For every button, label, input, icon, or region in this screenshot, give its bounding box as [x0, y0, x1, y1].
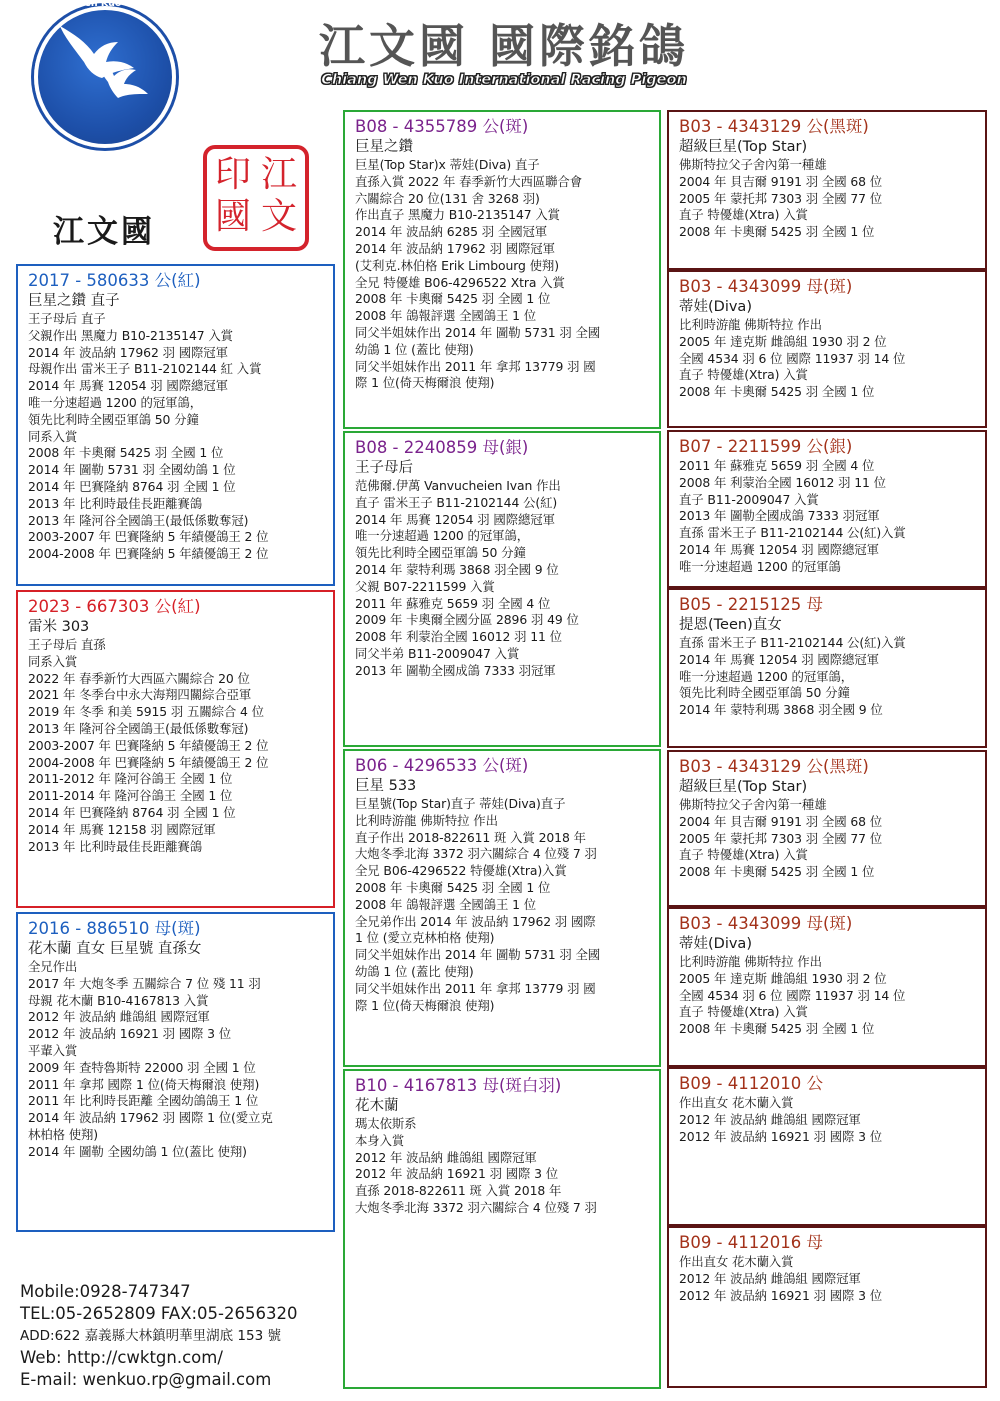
pedigree-line: 直孫入賞 2022 年 春季新竹大西區聯合會	[355, 173, 583, 189]
box-lines	[679, 635, 977, 719]
pedigree-line: 2011 年 蘇雅克 5659 羽 全國 4 位	[679, 458, 875, 473]
pedigree-line: 作出直子 黑魔力 B10-2135147 入賞	[355, 207, 560, 223]
pedigree-line: 2011-2014 年 隆河谷鴿王 全國 1 位	[28, 788, 233, 804]
pedigree-line: 同父半姐妹作出 2014 年 圖勒 5731 羽 全國	[355, 947, 601, 963]
pedigree-line: 2014 年 巴賽隆納 8764 羽 全國 1 位	[28, 804, 236, 820]
box-lines	[679, 317, 977, 401]
pedigree-line: 領先比利時全國亞軍鴿 50 分鐘	[679, 685, 850, 701]
brand-name: 江文國	[53, 214, 155, 250]
box-header: B03 - 4343129 公(黑斑)	[679, 117, 869, 136]
box-header: 2017 - 580633 公(紅)	[28, 271, 201, 290]
pedigree-line: 大炮冬季北海 3372 羽六關綜合 4 位殘 7 羽	[355, 1199, 597, 1215]
contact-tel-fax: TEL:05-2652809 FAX:05-2656320	[20, 1304, 298, 1323]
seal-char: 印	[215, 154, 252, 195]
pedigree-line: 作出直女 花木蘭入賞	[679, 1254, 794, 1269]
pedigree-line: 直子 雷米王子 B11-2102144 公(紅)	[355, 494, 558, 510]
contact-address: ADD:622 嘉義縣大林鎮明華里湖底 153 號	[20, 1328, 281, 1344]
pedigree-line: 直子 特優雄(Xtra) 入賞	[679, 367, 808, 383]
pedigree-line: 2013 年 圖勒全國成鴿 7333 羽冠軍	[355, 662, 556, 678]
pedigree-line: 佛斯特拉父子舍內第一種雄	[679, 157, 827, 172]
box-subtitle: 巨星之鑽	[355, 139, 413, 155]
pedigree-line: 同父半姐妹作出 2011 年 拿邦 13779 羽 國	[355, 358, 596, 374]
contact-mobile: Mobile:0928-747347	[20, 1282, 191, 1301]
pedigree-line: 全兄作出	[28, 959, 78, 974]
pedigree-line: 2008 年 卡奧爾 5425 羽 全國 1 位	[679, 384, 875, 400]
box-lines	[355, 478, 651, 680]
pedigree-line: 領先比利時全國亞軍鴿 50 分鐘	[28, 411, 199, 427]
pedigree-line: 2008 年 卡奧爾 5425 羽 全國 1 位	[355, 291, 551, 307]
pedigree-line: 母親作出 雷米王子 B11-2102144 紅 入賞	[28, 361, 262, 377]
pedigree-line: 1 位 (愛立克林柏格 使翔)	[355, 930, 495, 946]
pedigree-line: 2004-2008 年 巴賽隆納 5 年績優鴿王 2 位	[28, 754, 269, 770]
pedigree-line: 2013 年 隆河谷全國鴿王(最低係數奪冠)	[28, 720, 249, 736]
pedigree-line: 全兄 特優雄 B06-4296522 Xtra 入賞	[355, 274, 565, 290]
pedigree-line: 2011 年 蘇雅克 5659 羽 全國 4 位	[355, 595, 551, 611]
pedigree-line: 直孫 2018-822611 斑 入賞 2018 年	[355, 1183, 562, 1199]
pedigree-line: 全國 4534 羽 6 位 國際 11937 羽 14 位	[679, 987, 906, 1003]
box-lines	[679, 1095, 977, 1145]
box-header: B10 - 4167813 母(斑白羽)	[355, 1076, 562, 1095]
box-header: B06 - 4296533 公(斑)	[355, 756, 529, 775]
pedigree-line: 比利時游龍 佛斯特拉 作出	[679, 954, 822, 969]
pedigree-box-right-6	[667, 907, 987, 1067]
box-header: B08 - 4355789 公(斑)	[355, 117, 529, 136]
pedigree-box-left-3	[16, 912, 335, 1232]
pedigree-line: 作出直女 花木蘭入賞	[679, 1095, 794, 1110]
pedigree-line: 2008 年 鴿報評選 全國鴿王 1 位	[355, 896, 537, 912]
pedigree-line: 2022 年 春季新竹大西區六關綜合 20 位	[28, 670, 250, 686]
pedigree-line: 2008 年 卡奧爾 5425 羽 全國 1 位	[355, 879, 551, 895]
pedigree-box-right-8	[667, 1226, 987, 1388]
pedigree-line: 同系入賞	[28, 428, 78, 444]
box-header: 2016 - 886510 母(斑)	[28, 919, 201, 938]
pedigree-line: 唯一分速超過 1200 的冠軍鴿，	[355, 528, 530, 544]
pedigree-line: 直子作出 2018-822611 斑 入賞 2018 年	[355, 829, 586, 845]
pedigree-line: 2004 年 貝吉爾 9191 羽 全國 68 位	[679, 813, 883, 829]
page-title: 江文國 國際銘鴿	[318, 19, 689, 73]
box-lines	[28, 637, 325, 855]
pedigree-line: 2013 年 圖勒全國成鴿 7333 羽冠軍	[679, 508, 880, 524]
box-subtitle: 王子母后	[355, 460, 413, 476]
pedigree-line: 2004 年 貝吉爾 9191 羽 全國 68 位	[679, 173, 883, 189]
pedigree-line: 2014 年 馬賽 12054 羽 國際總冠軍	[679, 541, 879, 557]
pedigree-line: 2008 年 鴿報評選 全國鴿王 1 位	[355, 308, 537, 324]
pedigree-line: 2005 年 蒙托邦 7303 羽 全國 77 位	[679, 830, 883, 846]
pedigree-line: 母親 花木蘭 B10-4167813 入賞	[28, 992, 209, 1008]
box-header: B05 - 2215125 母	[679, 595, 823, 614]
pedigree-line: 同父半姐妹作出 2014 年 圖勒 5731 羽 全國	[355, 324, 601, 340]
page-subtitle: Chiang Wen Kuo International Racing Pigeon	[321, 72, 687, 88]
pedigree-line: 2009 年 卡奧爾全國分區 2896 羽 49 位	[355, 612, 579, 628]
pedigree-line: 唯一分速超過 1200 的冠軍鴿	[679, 558, 841, 574]
box-lines	[28, 959, 325, 1161]
box-lines	[679, 157, 977, 241]
pedigree-line: 2012 年 波品納 16921 羽 國際 3 位	[679, 1128, 883, 1144]
pedigree-line: 2008 年 利蒙治全國 16012 羽 11 位	[355, 629, 562, 645]
box-lines	[355, 796, 651, 1014]
pedigree-line: 2008 年 利蒙治全國 16012 羽 11 位	[679, 474, 886, 490]
box-header: B07 - 2211599 公(銀)	[679, 437, 853, 456]
box-lines	[679, 954, 977, 1038]
pedigree-line: 范佛爾.伊萬 Vanvucheien Ivan 作出	[355, 478, 561, 493]
box-subtitle: 提恩(Teen)直女	[679, 617, 782, 633]
pedigree-line: 2014 年 蒙特利瑪 3868 羽全國 9 位	[679, 702, 883, 718]
pedigree-line: 王子母后 直子	[28, 311, 106, 326]
pedigree-line: 直子 B11-2009047 入賞	[679, 491, 819, 507]
pedigree-line: 2005 年 達克斯 雌鴿組 1930 羽 2 位	[679, 333, 887, 349]
pedigree-line: 2011 年 比利時長距離 全國幼鴿鴿王 1 位	[28, 1093, 259, 1109]
dove-icon	[34, 0, 275, 148]
logo	[34, 0, 275, 148]
pedigree-line: 本身入賞	[355, 1132, 405, 1148]
pedigree-box-right-1	[667, 110, 987, 270]
pedigree-line: 2014 年 馬賽 12054 羽 國際總冠軍	[355, 511, 555, 527]
pedigree-line: 2008 年 卡奧爾 5425 羽 全國 1 位	[28, 445, 224, 461]
pedigree-line: 唯一分速超過 1200 的冠軍鴿，	[28, 394, 203, 410]
pedigree-line: 直子 特優雄(Xtra) 入賞	[679, 207, 808, 223]
pedigree-line: 2012 年 波品納 雌鴿組 國際冠軍	[28, 1009, 210, 1025]
pedigree-line: 王子母后 直孫	[28, 637, 106, 652]
pedigree-box-middle-2	[343, 431, 661, 747]
box-header: 2023 - 667303 公(紅)	[28, 597, 201, 616]
pedigree-box-right-3	[667, 430, 987, 588]
pedigree-line: 2012 年 波品納 16921 羽 國際 3 位	[679, 1287, 883, 1303]
box-subtitle: 超級巨星(Top Star)	[679, 779, 808, 795]
pedigree-line: 六關綜合 20 位(131 舍 3268 羽)	[355, 190, 540, 206]
pedigree-line: 大炮冬季北海 3372 羽六關綜合 4 位殘 7 羽	[355, 846, 597, 862]
box-subtitle: 雷米 303	[28, 619, 90, 635]
pedigree-line: 比利時游龍 佛斯特拉 作出	[355, 812, 498, 828]
pedigree-line: (艾利克.林伯格 Erik Limbourg 使翔)	[355, 257, 559, 273]
pedigree-line: 巨星(Top Star)x 蒂娃(Diva) 直子	[355, 157, 540, 172]
pedigree-line: 2014 年 馬賽 12054 羽 國際總冠軍	[679, 651, 879, 667]
pedigree-line: 際 1 位(倚天梅爾浪 使翔)	[355, 997, 495, 1013]
pedigree-line: 2008 年 卡奧爾 5425 羽 全國 1 位	[679, 864, 875, 880]
pedigree-line: 領先比利時全國亞軍鴿 50 分鐘	[355, 545, 526, 561]
pedigree-box-right-7	[667, 1067, 987, 1226]
pedigree-line: 2019 年 冬季 和美 5915 羽 五關綜合 4 位	[28, 704, 264, 720]
box-lines	[28, 311, 325, 563]
pedigree-line: 直子 特優雄(Xtra) 入賞	[679, 1004, 808, 1020]
contact-email-link[interactable]: E-mail: wenkuo.rp@gmail.com	[20, 1370, 272, 1389]
pedigree-line: 平輩入賞	[28, 1042, 78, 1058]
box-header: B09 - 4112010 公	[679, 1074, 823, 1093]
pedigree-line: 2003-2007 年 巴賽隆納 5 年績優鴿王 2 位	[28, 529, 269, 545]
box-header: B09 - 4112016 母	[679, 1233, 823, 1252]
pedigree-line: 2004-2008 年 巴賽隆納 5 年績優鴿王 2 位	[28, 546, 269, 562]
pedigree-line: 2013 年 隆河谷全國鴿王(最低係數奪冠)	[28, 512, 249, 528]
pedigree-line: 2017 年 大炮冬季 五關綜合 7 位 殘 11 羽	[28, 975, 261, 991]
pedigree-line: 唯一分速超過 1200 的冠軍鴿，	[679, 668, 854, 684]
pedigree-line: 2021 年 冬季台中永大海翔四關綜合亞軍	[28, 687, 252, 703]
box-subtitle: 花木蘭	[355, 1098, 399, 1114]
box-subtitle: 花木蘭 直女 巨星號 直孫女	[28, 941, 202, 957]
pedigree-line: 林柏格 使翔)	[28, 1126, 99, 1142]
box-lines	[355, 157, 651, 392]
pedigree-line: 2011 年 拿邦 國際 1 位(倚天梅爾浪 使翔)	[28, 1076, 260, 1092]
pedigree-line: 佛斯特拉父子舍內第一種雄	[679, 797, 827, 812]
pedigree-line: 2013 年 比利時最佳長距離賽鴿	[28, 495, 203, 511]
box-subtitle: 巨星之鑽 直子	[28, 293, 120, 309]
box-subtitle: 蒂娃(Diva)	[679, 936, 752, 952]
box-lines	[679, 1254, 977, 1304]
seal-stamp	[203, 145, 309, 251]
pedigree-line: 比利時游龍 佛斯特拉 作出	[679, 317, 822, 332]
pedigree-line: 全兄弟作出 2014 年 波品納 17962 羽 國際	[355, 913, 596, 929]
pedigree-line: 2008 年 卡奧爾 5425 羽 全國 1 位	[679, 224, 875, 240]
pedigree-line: 2012 年 波品納 16921 羽 國際 3 位	[28, 1026, 232, 1042]
pedigree-box-middle-4	[343, 1069, 661, 1389]
box-header: B03 - 4343099 母(斑)	[679, 914, 853, 933]
pedigree-line: 2014 年 馬賽 12158 羽 國際冠軍	[28, 821, 216, 837]
box-header: B08 - 2240859 母(銀)	[355, 438, 529, 457]
pedigree-line: 2009 年 查特魯斯特 22000 羽 全國 1 位	[28, 1059, 256, 1075]
pedigree-line: 2014 年 波品納 17962 羽 國際冠軍	[28, 344, 228, 360]
pedigree-line: 全兄 B06-4296522 特優雄(Xtra)入賞	[355, 863, 567, 879]
pedigree-line: 巨星號(Top Star)直子 蒂娃(Diva)直子	[355, 796, 566, 811]
box-header: B03 - 4343099 母(斑)	[679, 277, 853, 296]
box-header: B03 - 4343129 公(黑斑)	[679, 757, 869, 776]
box-subtitle: 超級巨星(Top Star)	[679, 139, 808, 155]
contact-web-link[interactable]: Web: http://cwktgn.com/	[20, 1348, 223, 1367]
pedigree-line: 同父半弟 B11-2009047 入賞	[355, 645, 520, 661]
pedigree-line: 2011-2012 年 隆河谷鴿王 全國 1 位	[28, 771, 233, 787]
pedigree-line: 2014 年 圖勒 全國幼鴿 1 位(蓋比 使翔)	[28, 1143, 247, 1159]
pedigree-line: 直子 特優雄(Xtra) 入賞	[679, 847, 808, 863]
pedigree-box-middle-1	[343, 110, 661, 429]
pedigree-box-left-1	[16, 264, 335, 586]
pedigree-line: 際 1 位(倚天梅爾浪 使翔)	[355, 375, 495, 391]
pedigree-line: 2005 年 蒙托邦 7303 羽 全國 77 位	[679, 190, 883, 206]
pedigree-box-right-5	[667, 750, 987, 907]
pedigree-line: 2005 年 達克斯 雌鴿組 1930 羽 2 位	[679, 970, 887, 986]
pedigree-line: 2014 年 巴賽隆納 8764 羽 全國 1 位	[28, 478, 236, 494]
pedigree-line: 直孫 雷米王子 B11-2102144 公(紅)入賞	[679, 635, 906, 650]
pedigree-line: 2014 年 波品納 17962 羽 國際冠軍	[355, 240, 555, 256]
box-lines	[679, 458, 977, 576]
seal-char: 文	[261, 196, 298, 237]
pedigree-line: 父親作出 黑魔力 B10-2135147 入賞	[28, 327, 233, 343]
pedigree-line: 2012 年 波品納 雌鴿組 國際冠軍	[679, 1111, 861, 1127]
pedigree-line: 2014 年 圖勒 5731 羽 全國幼鴿 1 位	[28, 462, 236, 478]
box-lines	[679, 797, 977, 881]
pedigree-line: 瑪太依斯系	[355, 1116, 417, 1131]
pedigree-line: 幼鴿 1 位 (蓋比 使翔)	[355, 963, 474, 979]
seal-char: 國	[215, 196, 252, 237]
pedigree-box-middle-3	[343, 749, 661, 1067]
pedigree-line: 2003-2007 年 巴賽隆納 5 年績優鴿王 2 位	[28, 737, 269, 753]
pedigree-line: 2012 年 波品納 雌鴿組 國際冠軍	[355, 1149, 537, 1165]
pedigree-line: 2014 年 馬賽 12054 羽 國際總冠軍	[28, 378, 228, 394]
pedigree-line: 全國 4534 羽 6 位 國際 11937 羽 14 位	[679, 350, 906, 366]
seal-char: 江	[261, 154, 298, 195]
contact-block	[20, 1281, 298, 1391]
pedigree-line: 父親 B07-2211599 入賞	[355, 578, 495, 594]
pedigree-line: 2014 年 蒙特利瑪 3868 羽全國 9 位	[355, 561, 559, 577]
pedigree-line: 直孫 雷米王子 B11-2102144 公(紅)入賞	[679, 525, 906, 541]
pedigree-line: 同系入賞	[28, 653, 78, 669]
pedigree-line: 同父半姐妹作出 2011 年 拿邦 13779 羽 國	[355, 980, 596, 996]
pedigree-line: 2012 年 波品納 雌鴿組 國際冠軍	[679, 1270, 861, 1286]
pedigree-box-right-4	[667, 588, 987, 748]
pedigree-line: 2014 年 波品納 6285 羽 全國冠軍	[355, 224, 548, 240]
box-subtitle: 巨星 533	[355, 778, 417, 794]
pedigree-line: 2012 年 波品納 16921 羽 國際 3 位	[355, 1166, 559, 1182]
pedigree-box-left-2	[16, 590, 335, 908]
pedigree-line: 2013 年 比利時最佳長距離賽鴿	[28, 838, 203, 854]
pedigree-line: 幼鴿 1 位 (蓋比 使翔)	[355, 341, 474, 357]
pedigree-box-right-2	[667, 270, 987, 428]
box-lines	[355, 1116, 651, 1217]
pedigree-line: 2014 年 波品納 17962 羽 國際 1 位(愛立克	[28, 1110, 273, 1126]
logo-ring-text: Chiang Wen Kuo International Racing Pigeon	[34, 0, 275, 9]
pedigree-line: 2008 年 卡奧爾 5425 羽 全國 1 位	[679, 1021, 875, 1037]
box-subtitle: 蒂娃(Diva)	[679, 299, 752, 315]
